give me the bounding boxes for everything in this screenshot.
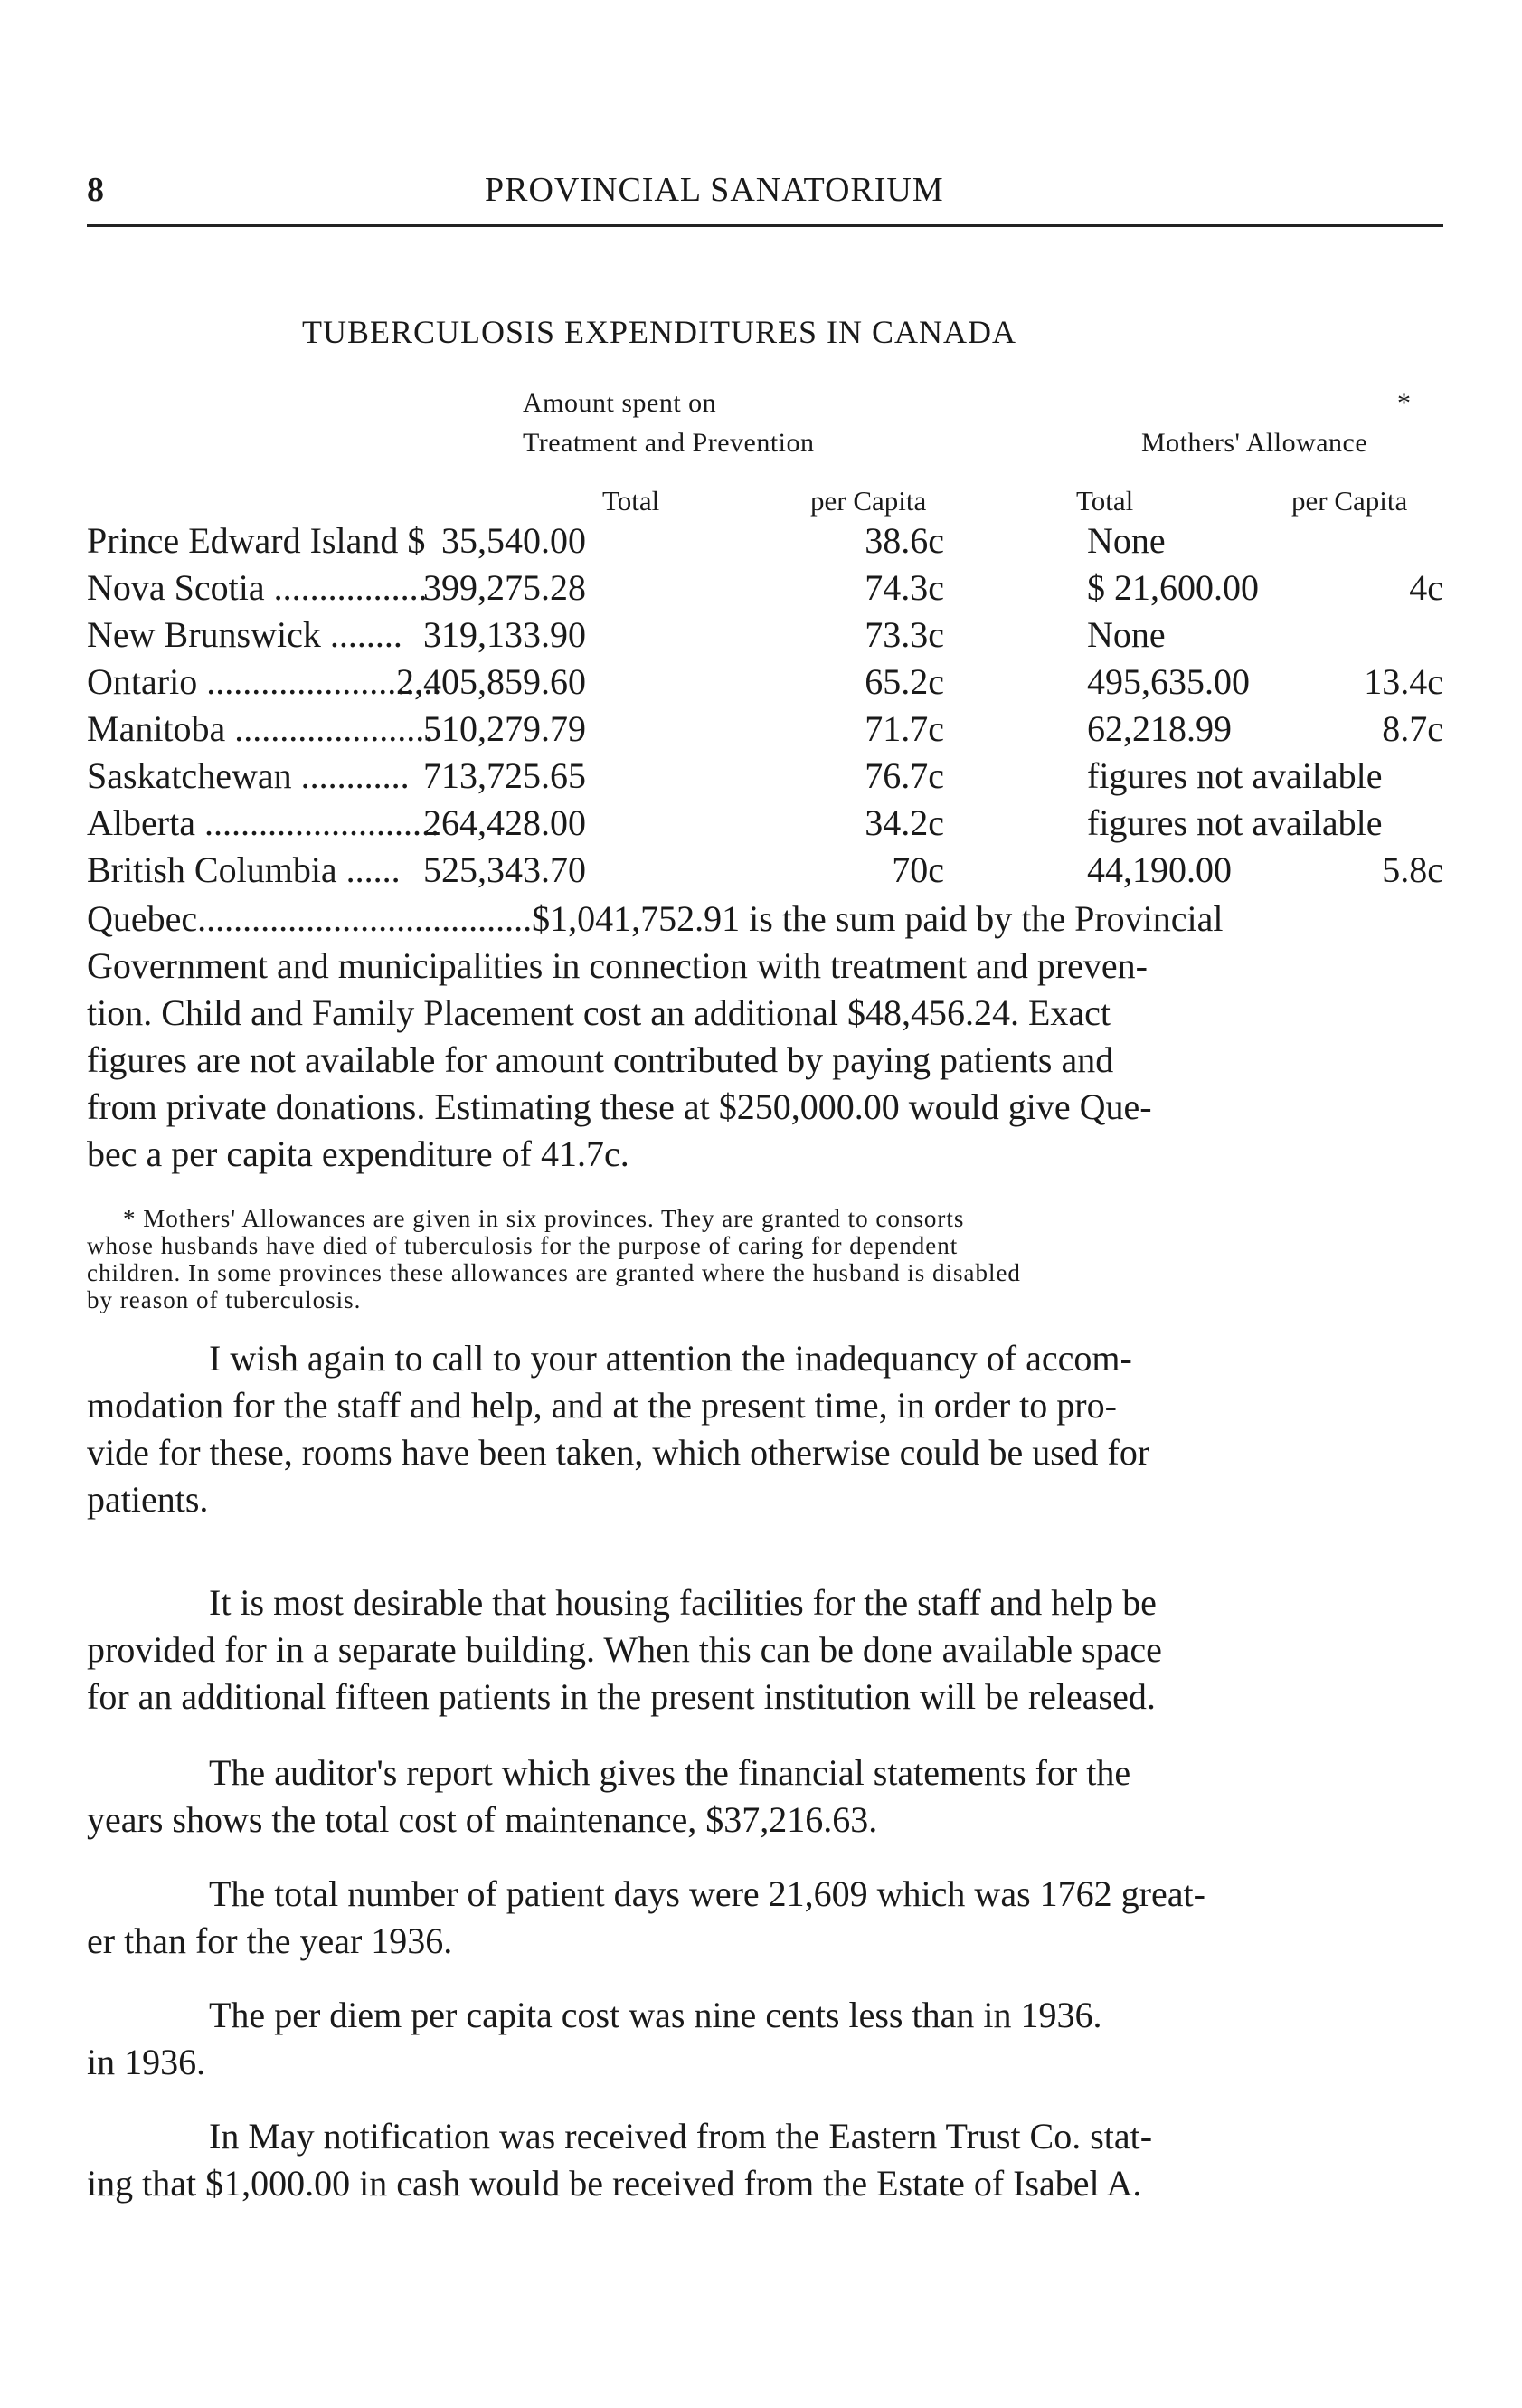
text-line: ing that $1,000.00 in cash would be received from the Estate of Isabel A.: [87, 2163, 1142, 2204]
mothers-allowance-header: Mothers' Allowance: [1141, 428, 1368, 458]
footnote-line: * Mothers' Allowances are given in six provinces. They are granted to consorts: [123, 1205, 965, 1232]
treatment-per-capita: 73.3c: [865, 614, 944, 655]
text-line: in 1936.: [87, 2042, 206, 2082]
mothers-total: 495,635.00: [1087, 661, 1250, 702]
text-line: Quebec.....................................$1,041,752.91 is the sum paid by the Provincial: [87, 898, 1224, 939]
footnote: [87, 1205, 1443, 1313]
treatment-per-capita: 74.3c: [865, 567, 944, 608]
province-name: Manitoba ......................: [87, 708, 434, 749]
footnote-line: children. In some provinces these allowances are granted where the husband is disabled: [87, 1259, 1021, 1286]
treatment-total: 510,279.79: [423, 708, 586, 749]
treatment-per-capita: 65.2c: [865, 661, 944, 702]
text-line: for an additional fifteen patients in the present institution will be released.: [87, 1676, 1156, 1717]
paragraph-accommodation: [87, 1335, 1443, 1523]
text-line: patients.: [87, 1479, 209, 1520]
paragraph-patient-days: [87, 1871, 1443, 1965]
table-row: [87, 754, 1443, 801]
footnote-marker: *: [1397, 388, 1412, 418]
text-line: The per diem per capita cost was nine cents less than in 1936.: [209, 1995, 1102, 2035]
mothers-total: $ 21,600.00: [1087, 567, 1259, 608]
treatment-total: 2,405,859.60: [396, 661, 586, 702]
text-line: provided for in a separate building. When this can be done available space: [87, 1629, 1162, 1670]
mothers-per-capita: 8.7c: [1382, 708, 1443, 749]
treatment-total: 399,275.28: [423, 567, 586, 608]
text-line: vide for these, rooms have been taken, which otherwise could be used for: [87, 1432, 1150, 1473]
mothers-total: figures not available: [1087, 802, 1383, 843]
footnote-line: whose husbands have died of tuberculosis for the purpose of caring for dependent: [87, 1232, 959, 1259]
running-head: [87, 170, 1443, 213]
treatment-total: 35,540.00: [441, 520, 586, 561]
text-line: er than for the year 1936.: [87, 1920, 453, 1961]
group-head-line: Amount spent on: [523, 388, 717, 418]
text-line: The total number of patient days were 21,609 which was 1762 great-: [209, 1873, 1205, 1914]
group-head-line: Treatment and Prevention: [523, 428, 815, 458]
province-name: Prince Edward Island $: [87, 520, 426, 561]
province-name: Ontario ..........................: [87, 661, 442, 702]
paragraph-auditor: [87, 1749, 1443, 1844]
text-line: It is most desirable that housing facilities for the staff and help be: [209, 1582, 1157, 1623]
table-row: [87, 519, 1443, 566]
paragraph-estate: [87, 2113, 1443, 2207]
running-title: PROVINCIAL SANATORIUM: [485, 171, 944, 209]
subhead-per-capita: per Capita: [810, 485, 927, 517]
table-row: [87, 613, 1443, 660]
text-line: years shows the total cost of maintenance, $37,216.63.: [87, 1799, 878, 1840]
table-row: [87, 660, 1443, 707]
treatment-per-capita: 76.7c: [865, 755, 944, 796]
mothers-total: 44,190.00: [1087, 849, 1232, 890]
text-line: Government and municipalities in connection with treatment and preven-: [87, 945, 1148, 986]
text-line: modation for the staff and help, and at the present time, in order to pro-: [87, 1385, 1117, 1426]
mothers-per-capita: 13.4c: [1364, 661, 1443, 702]
page-number: 8: [87, 171, 105, 209]
mothers-total: None: [1087, 520, 1166, 561]
mothers-per-capita: 5.8c: [1382, 849, 1443, 890]
treatment-column-group-header: [523, 384, 815, 463]
header-rule: [87, 224, 1443, 227]
footnote-line: by reason of tuberculosis.: [87, 1286, 362, 1313]
treatment-total: 319,133.90: [423, 614, 586, 655]
treatment-per-capita: 34.2c: [865, 802, 944, 843]
text-line: tion. Child and Family Placement cost an additional $48,456.24. Exact: [87, 992, 1111, 1033]
treatment-total: 713,725.65: [423, 755, 586, 796]
subhead-mothers-total: Total: [1076, 485, 1134, 517]
text-line: The auditor's report which gives the financial statements for the: [209, 1752, 1131, 1793]
treatment-per-capita: 38.6c: [865, 520, 944, 561]
province-name: British Columbia ......: [87, 849, 401, 890]
province-name: Alberta ..........................: [87, 802, 440, 843]
mothers-total: figures not available: [1087, 755, 1383, 796]
subhead-total: Total: [602, 485, 660, 517]
treatment-total: 525,343.70: [423, 849, 586, 890]
table-row: [87, 566, 1443, 613]
table-row: [87, 801, 1443, 848]
table-row: [87, 707, 1443, 754]
text-line: figures are not available for amount contributed by paying patients and: [87, 1039, 1114, 1080]
province-name: Saskatchewan ............: [87, 755, 410, 796]
paragraph-housing: [87, 1579, 1443, 1721]
mothers-total: None: [1087, 614, 1166, 655]
table-title: TUBERCULOSIS EXPENDITURES IN CANADA: [302, 314, 1017, 350]
province-name: New Brunswick ........: [87, 614, 402, 655]
table-row: [87, 848, 1443, 896]
treatment-total: 264,428.00: [423, 802, 586, 843]
text-line: bec a per capita expenditure of 41.7c.: [87, 1133, 629, 1174]
province-name: Nova Scotia .................: [87, 567, 428, 608]
quebec-paragraph: [87, 896, 1443, 1178]
treatment-per-capita: 71.7c: [865, 708, 944, 749]
text-line: In May notification was received from the Eastern Trust Co. stat-: [209, 2116, 1153, 2157]
text-line: I wish again to call to your attention the inadequancy of accom-: [209, 1338, 1132, 1379]
mothers-per-capita: 4c: [1409, 567, 1443, 608]
treatment-per-capita: 70c: [892, 849, 944, 890]
text-line: from private donations. Estimating these at $250,000.00 would give Que-: [87, 1086, 1152, 1127]
paragraph-per-diem: [87, 1992, 1443, 2086]
subhead-mothers-per-capita: per Capita: [1291, 485, 1408, 517]
mothers-total: 62,218.99: [1087, 708, 1232, 749]
